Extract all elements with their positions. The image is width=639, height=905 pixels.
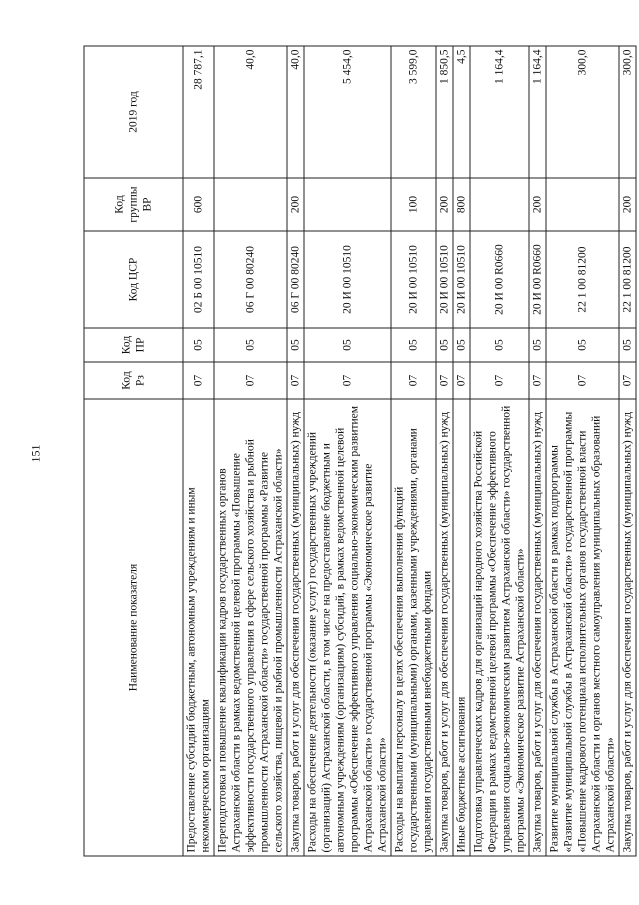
table-row [619,46,636,856]
cell-csr: 06 Г 00 80240 [214,231,287,328]
cell-rz: 07 [529,362,546,399]
cell-name: Закупка товаров, работ и услуг для обеспечения государственных (муниципальных) нужд [287,399,304,856]
cell-name: Закупка товаров, работ и услуг для обеспечения государственных (муниципальных) нужд [529,399,546,856]
cell-rz: 07 [287,362,304,399]
cell-vr: 200 [436,178,453,231]
header-csr: Код ЦСР [84,231,183,328]
table-row [529,46,546,856]
cell-pr: 05 [619,328,636,362]
cell-pr: 05 [470,328,529,362]
cell-pr: 05 [391,328,436,362]
cell-pr: 05 [453,328,470,362]
cell-csr: 02 Б 00 10510 [183,231,214,328]
cell-pr: 05 [304,328,391,362]
cell-csr: 20 И 00 10510 [391,231,436,328]
cell-vr: 200 [619,178,636,231]
cell-name: Расходы на выплаты персоналу в целях обеспечения выполнения функций государственными (муниципальными) органами, казенными учреждениями, органами управления государственными внебюджетными фондами [391,399,436,856]
cell-amount: 1 164,4 [470,46,529,178]
cell-vr [214,178,287,231]
cell-pr: 05 [214,328,287,362]
cell-csr: 22 1 00 81200 [546,231,619,328]
table-row [546,46,619,856]
cell-rz: 07 [453,362,470,399]
cell-vr [304,178,391,231]
cell-vr: 600 [183,178,214,231]
cell-amount: 4,5 [453,46,470,178]
cell-name: Развитие муниципальной службы в Астраханской области в рамках подпрограммы «Развитие муниципальной службы в Астраханской области» государственной программы «Повышение кадрового потенциала исполнительных органов государственной власти Астраханской области и органов местного самоуправления муниципальных образований Астраханской области» [546,399,619,856]
table-row [304,46,391,856]
rotated-page [84,46,634,856]
cell-rz: 07 [619,362,636,399]
cell-name: Переподготовка и повышение квалификации кадров государственных органов Астраханской области в рамках ведомственной целевой программы «Повышение эффективности государственного управления в сфере сельского хозяйства и рыбной промышленности Астраханской области» государственной программы «Развитие сельского хозяйства, пищевой и рыбной промышленности Астраханской области» [214,399,287,856]
cell-pr: 05 [183,328,214,362]
cell-name: Предоставление субсидий бюджетным, автономным учреждениям и иным некоммерческим организациям [183,399,214,856]
cell-pr: 05 [436,328,453,362]
cell-pr: 05 [546,328,619,362]
cell-rz: 07 [214,362,287,399]
cell-amount: 28 787,1 [183,46,214,178]
cell-csr: 22 1 00 81200 [619,231,636,328]
cell-rz: 07 [470,362,529,399]
cell-csr: 20 И 00 10510 [304,231,391,328]
cell-amount: 1 164,4 [529,46,546,178]
budget-table [84,45,637,856]
cell-name: Закупка товаров, работ и услуг для обеспечения государственных (муниципальных) нужд [436,399,453,856]
cell-rz: 07 [546,362,619,399]
cell-csr: 20 И 00 10510 [453,231,470,328]
cell-pr: 05 [287,328,304,362]
cell-amount: 300,0 [619,46,636,178]
cell-vr: 200 [529,178,546,231]
cell-csr: 06 Г 00 80240 [287,231,304,328]
cell-rz: 07 [391,362,436,399]
cell-amount: 300,0 [546,46,619,178]
cell-name: Подготовка управленческих кадров для организаций народного хозяйства Российской Федерации в рамках ведомственной целевой программы «Обеспечение эффективного управления социально-экономическим развитием Астраханской области» государственной программы «Экономическое развитие Астраханской области» [470,399,529,856]
cell-rz: 07 [304,362,391,399]
header-name: Наименование показателя [84,399,183,856]
cell-csr: 20 И 00 10510 [436,231,453,328]
table-row [436,46,453,856]
cell-vr [470,178,529,231]
table-row [470,46,529,856]
header-rz: Код Рз [84,362,183,399]
cell-name: Расходы на обеспечение деятельности (оказание услуг) государственных учреждений (организаций) Астраханской области, в том числе на предоставление бюджетным и автономным учреждениям (организациям) субсидий, в рамках ведомственной целевой программы «Обеспечение эффективного управления социально-экономическим развитием Астраханской области» государственной программы «Экономическое развитие Астраханской области» [304,399,391,856]
header-row [84,46,183,856]
cell-rz: 07 [436,362,453,399]
cell-csr: 20 И 00 R0660 [470,231,529,328]
table-row [214,46,287,856]
cell-amount: 40,0 [214,46,287,178]
table-row [183,46,214,856]
cell-csr: 20 И 00 R0660 [529,231,546,328]
cell-vr: 100 [391,178,436,231]
cell-rz: 07 [183,362,214,399]
cell-amount: 40,0 [287,46,304,178]
cell-vr [546,178,619,231]
header-vr: Код группы ВР [84,178,183,231]
header-pr: Код ПР [84,328,183,362]
cell-name: Иные бюджетные ассигнования [453,399,470,856]
cell-name: Закупка товаров, работ и услуг для обеспечения государственных (муниципальных) нужд [619,399,636,856]
cell-vr: 200 [287,178,304,231]
cell-amount: 3 599,0 [391,46,436,178]
cell-pr: 05 [529,328,546,362]
page-number: 151 [28,444,43,463]
table-row [453,46,470,856]
header-amount: 2019 год [84,46,183,178]
table-row [287,46,304,856]
cell-amount: 1 850,5 [436,46,453,178]
table-row [391,46,436,856]
cell-vr: 800 [453,178,470,231]
cell-amount: 5 454,0 [304,46,391,178]
